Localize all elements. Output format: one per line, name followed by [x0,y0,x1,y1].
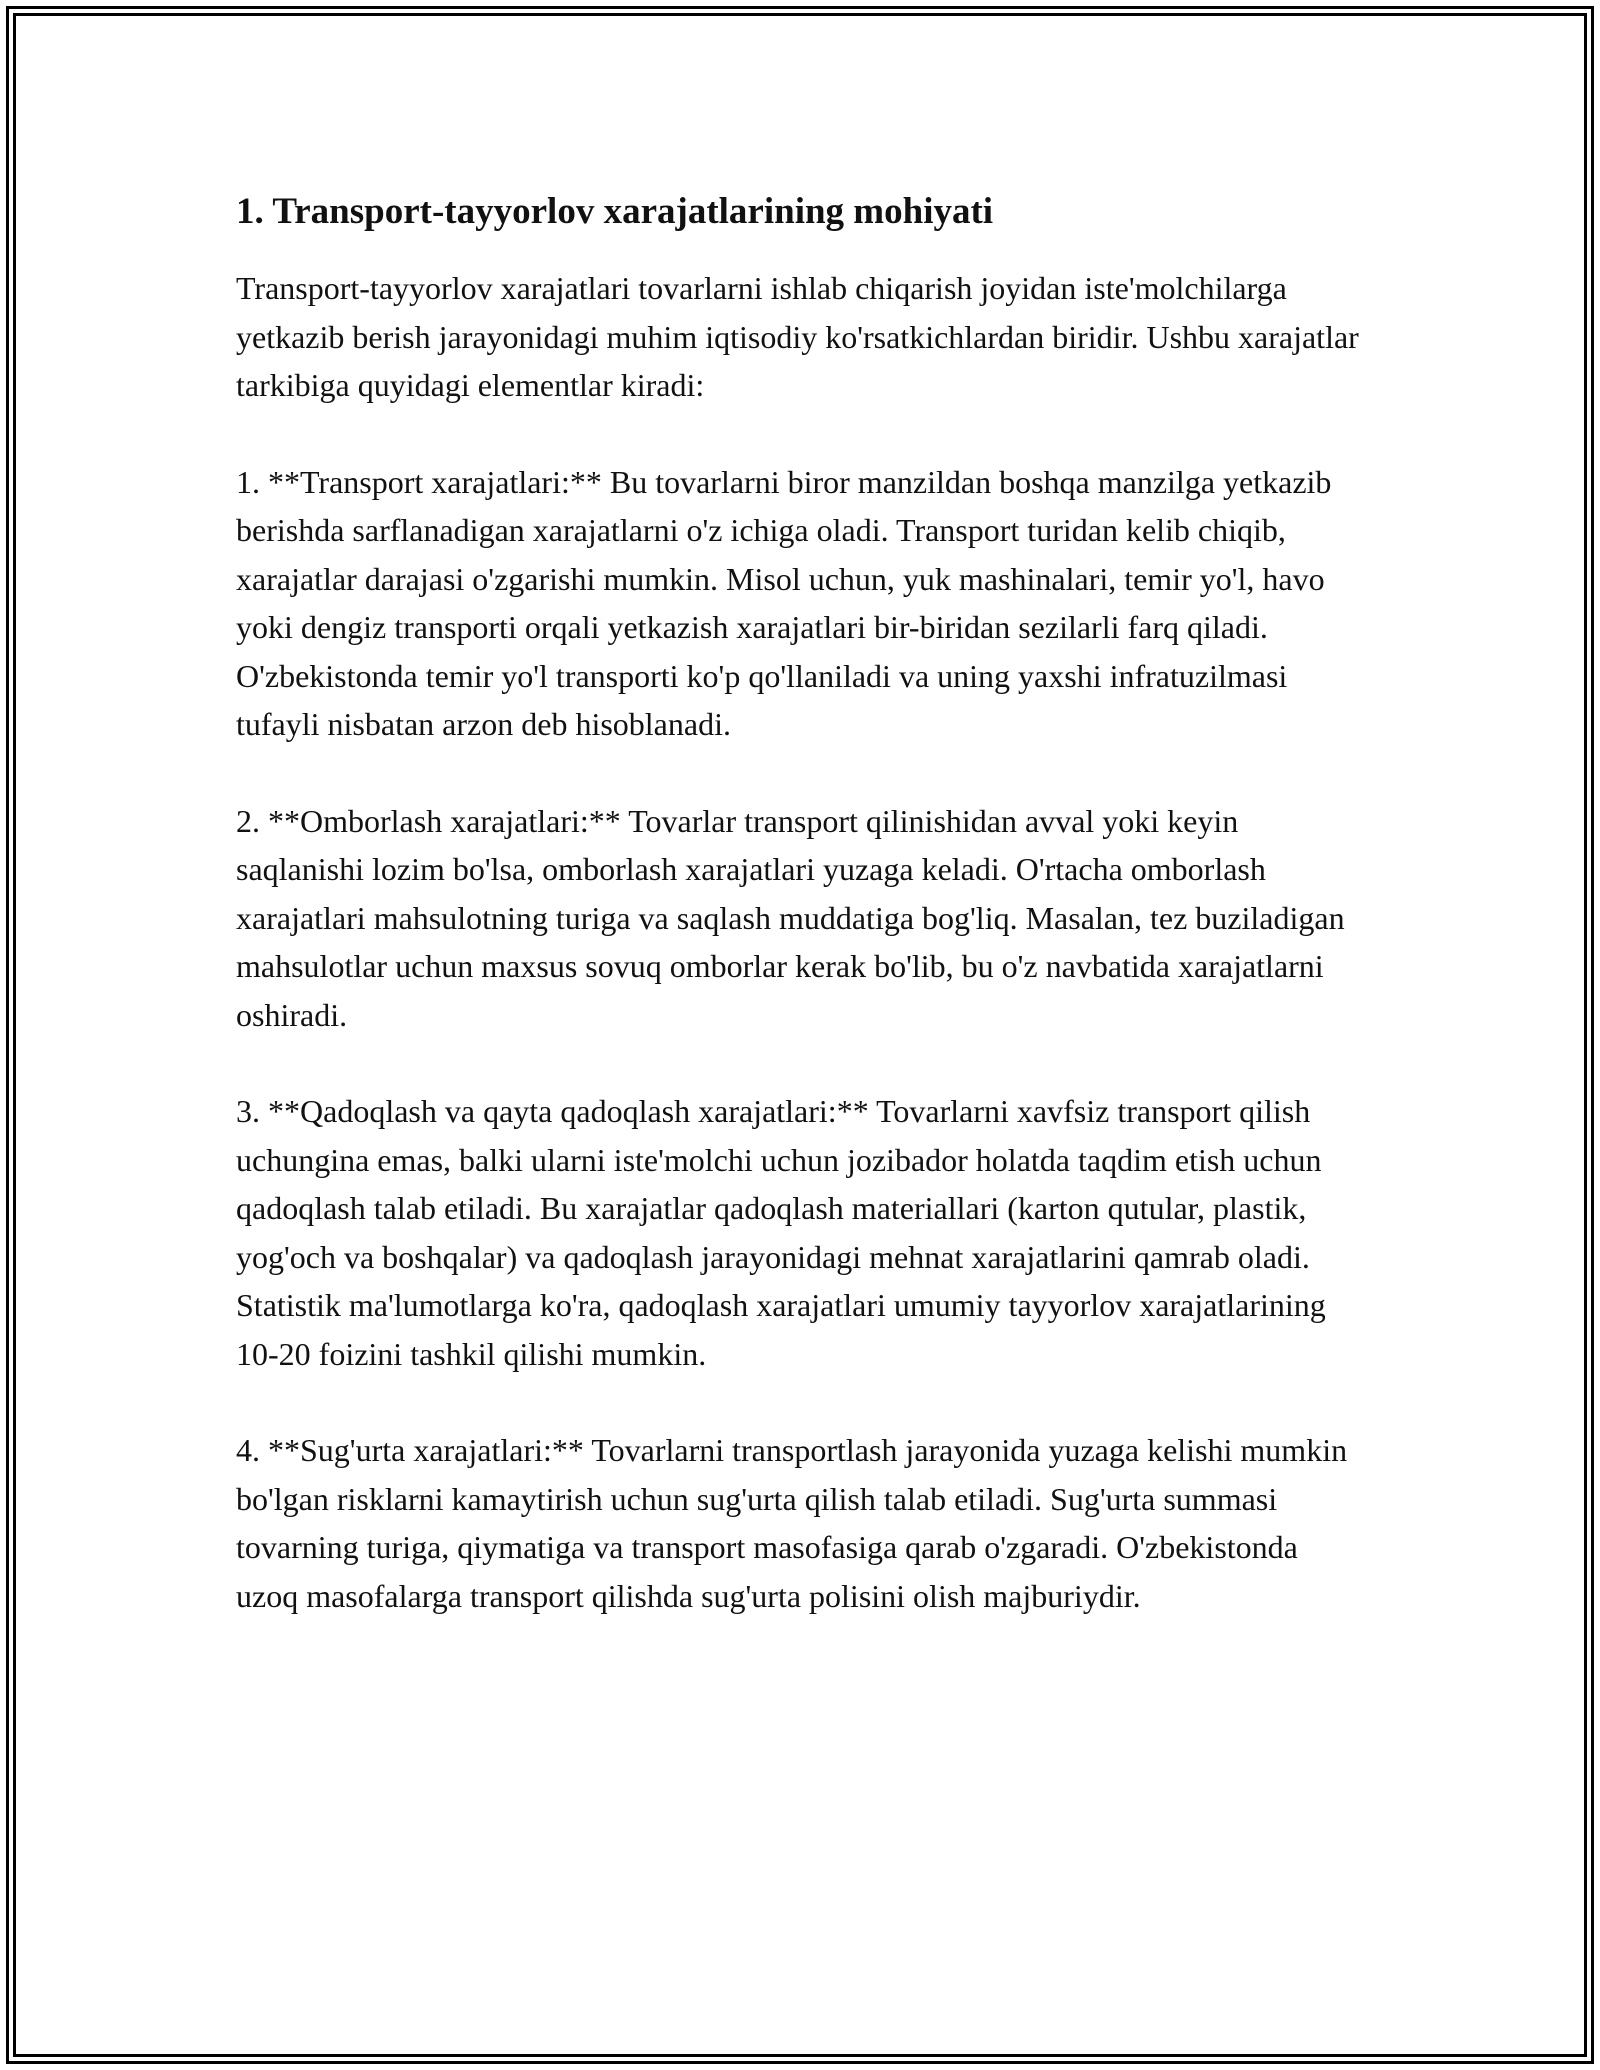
document-body [236,186,1366,1668]
document-title: 1. Transport-tayyorlov xarajatlarining mohiyati [236,191,994,232]
intro-paragraph: Transport-tayyorlov xarajatlari tovarlarni ishlab chiqarish joyidan iste'molchilarga yetkazib berish jarayonidagi muhim iqtisodiy ko'rsatkichlardan biridir. Ushbu xarajatlar tarkibiga quyidagi elementlar kiradi: [236,270,1359,403]
list-item-insurance-costs: 4. **Sug'urta xarajatlari:** Tovarlarni transportlash jarayonida yuzaga kelishi mumkin bo'lgan risklarni kamaytirish uchun sug'urta qilish talab etiladi. Sug'urta summasi tovarning turiga, qiymatiga va transport masofasiga qarab o'zgaradi. O'zbekistonda uzoq masofalarga transport qilishda sug'urta polisini olish majburiydir. [236,1432,1348,1614]
list-item-packaging-costs: 3. **Qadoqlash va qayta qadoqlash xarajatlari:** Tovarlarni xavfsiz transport qilish uchungina emas, balki ularni iste'molchi uchun jozibador holatda taqdim etish uchun qadoqlash talab etiladi. Bu xarajatlar qadoqlash materiallari (karton qutular, plastik, yog'och va boshqalar) va qadoqlash jarayonidagi mehnat xarajatlarini qamrab oladi. Statistik ma'lumotlarga ko'ra, qadoqlash xarajatlari umumiy tayyorlov xarajatlarining 10-20 foizini tashkil qilishi mumkin. [236,1093,1326,1372]
list-item-storage-costs: 2. **Omborlash xarajatlari:** Tovarlar transport qilinishidan avval yoki keyin saqlanishi lozim bo'lsa, omborlash xarajatlari yuzaga keladi. O'rtacha omborlash xarajatlari mahsulotning turiga va saqlash muddatiga bog'liq. Masalan, tez buziladigan mahsulotlar uchun maxsus sovuq omborlar kerak bo'lib, bu o'z navbatida xarajatlarni oshiradi. [236,802,1345,1033]
list-item-transport-costs: 1. **Transport xarajatlari:** Bu tovarlarni biror manzildan boshqa manzilga yetkazib berishda sarflanadigan xarajatlarni o'z ichiga oladi. Transport turidan kelib chiqib, xarajatlar darajasi o'zgarishi mumkin. Misol uchun, yuk mashinalari, temir yo'l, havo yoki dengiz transporti orqali yetkazish xarajatlari bir-biridan sezilarli farq qiladi. O'zbekistonda temir yo'l transporti ko'p qo'llaniladi va uning yaxshi infratuzilmasi tufayli nisbatan arzon deb hisoblanadi. [236,463,1332,742]
